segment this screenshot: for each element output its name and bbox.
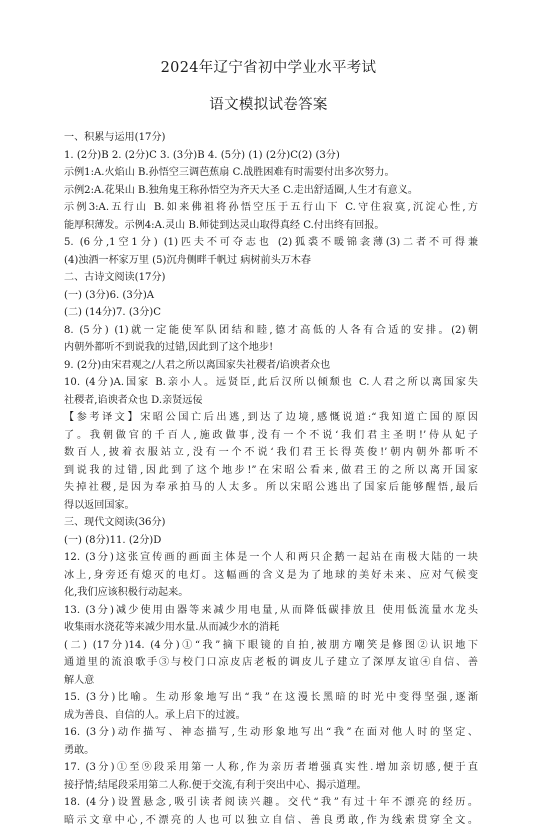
text-line: (二) (14分)7. (3分)C [64, 304, 478, 322]
text-line: 【参考译文】宋昭公国亡后出逃,到达了边境,感慨说道:“我知道亡国的原因 [64, 409, 478, 427]
text-line: 得以返回国家。 [64, 497, 478, 515]
text-line: 10. (4分)A.国家 B.亲小人。远贤臣,此后汉所以倾颓也 C.人君之所以离国家失 [64, 374, 478, 392]
text-line: 成为善良、自信的人。承上启下的过渡。 [64, 707, 478, 725]
text-line: 5. (6分,1空1分) (1)匹夫不可夺志也 (2)狐裘不暖锦衾薄(3)二者不可得兼 [64, 234, 478, 252]
text-line: 冰上,身旁还有熄灭的电灯。这幅画的含义是为了地球的美好未来、应对气候变 [64, 567, 478, 585]
text-line: 内朝外都听不到说我的过错,因此到了这个地步! [64, 339, 478, 357]
text-line: 勇敢。 [64, 742, 478, 760]
answer-body [64, 129, 478, 829]
text-line: 9. (2分)由宋君观之/人君之所以离国家失社稷者/谄谀者众也 [64, 357, 478, 375]
document-subtitle: 语文模拟试卷答案 [0, 93, 537, 114]
text-line: 解人意 [64, 672, 478, 690]
text-line: 到说我的过错,因此到了这个地步!”在宋昭公看来,做君王的之所以离开国家 [64, 462, 478, 480]
text-line: 化,我们应该积极行动起来。 [64, 584, 478, 602]
text-line: (一) (8分)11. (2分)D [64, 532, 478, 550]
text-line: 15. (3分)比喻。生动形象地写出“我”在这漫长黑暗的时光中变得坚强,逐渐 [64, 689, 478, 707]
text-line: 了。我朝做官的千百人,施政做事,没有一个不说‘我们君主圣明!’侍从妃子 [64, 427, 478, 445]
text-line: 一、积累与运用(17分) [64, 129, 478, 147]
text-line: 示例1:A.火焰山 B.孙悟空三调芭蕉扇 C.战胜困难有时需要付出多次努力。 [64, 164, 478, 182]
text-line: 通道里的流浪歌手③与校门口凉皮店老板的调皮儿子建立了深厚友谊④自信、善 [64, 654, 478, 672]
text-line: 18. (4分)设置悬念,吸引读者阅读兴趣。交代“我”有过十年不漂亮的经历。 [64, 794, 478, 812]
document-title: 2024年辽宁省初中学业水平考试 [0, 56, 537, 77]
text-line: 三、现代文阅读(36分) [64, 514, 478, 532]
text-line: 示例3:A.五行山 B.如来佛祖将孙悟空压于五行山下 C.守住寂寞,沉淀心性,方 [64, 199, 478, 217]
text-line: 8. (5分) (1)就一定能使军队团结和睦,德才高低的人各有合适的安排。(2)朝 [64, 322, 478, 340]
text-line: 17. (3分)①至⑨段采用第一人称,作为亲历者增强真实性.增加亲切感,便于直 [64, 759, 478, 777]
text-line: 16. (3分)动作描写、神态描写,生动形象地写出“我”在面对他人时的坚定、 [64, 724, 478, 742]
text-line: (4)浊酒一杯家万里 (5)沉舟侧畔千帆过 病树前头万木春 [64, 252, 478, 270]
text-line: 暗示文章中心,不漂亮的人也可以独立自信、善良勇敢,作为线索贯穿全文。 [64, 812, 478, 829]
text-line: 社稷者,谄谀者众也 D.亲贤远佞 [64, 392, 478, 410]
text-line: (二) (17分)14. (4分)①“我”摘下眼镜的自拍,被朋方嘲笑是修图②认识地下 [64, 637, 478, 655]
text-line: 数百人,披着衣服站立,没有一个不说‘我们君王长得英俊!’朝内朝外都听不 [64, 444, 478, 462]
text-line: 13. (3分)减少使用由器等来减少用电量,从而降低碳排放且 使用低流量水龙头 [64, 602, 478, 620]
text-line: 能厚积薄发。示例4:A.灵山 B.师徒到达灵山取得真经 C.付出终有回报。 [64, 217, 478, 235]
text-line: 收集雨水浇花等来减少用水量.从而减少水的消耗 [64, 619, 478, 637]
text-line: 12. (3分)这张宣传画的画面主体是一个人和两只企鹅一起站在南极大陆的一块 [64, 549, 478, 567]
text-line: 1. (2分)B 2. (2分)C 3. (3分)B 4. (5分) (1) (2分)C(2) (3分) [64, 147, 478, 165]
text-line: 接抒情;结尾段采用第二人称.便于交流,有利于突出中心、揭示道理。 [64, 777, 478, 795]
text-line: (一) (3分)6. (3分)A [64, 287, 478, 305]
text-line: 二、古诗文阅读(17分) [64, 269, 478, 287]
text-line: 失掉社稷,是因为奉承拍马的人太多。所以宋昭公逃出了国家后能够醒悟,最后 [64, 479, 478, 497]
text-line: 示例2:A.花果山 B.独角鬼王称孙悟空为齐天大圣 C.走出舒适圈,人生才有意义。 [64, 182, 478, 200]
